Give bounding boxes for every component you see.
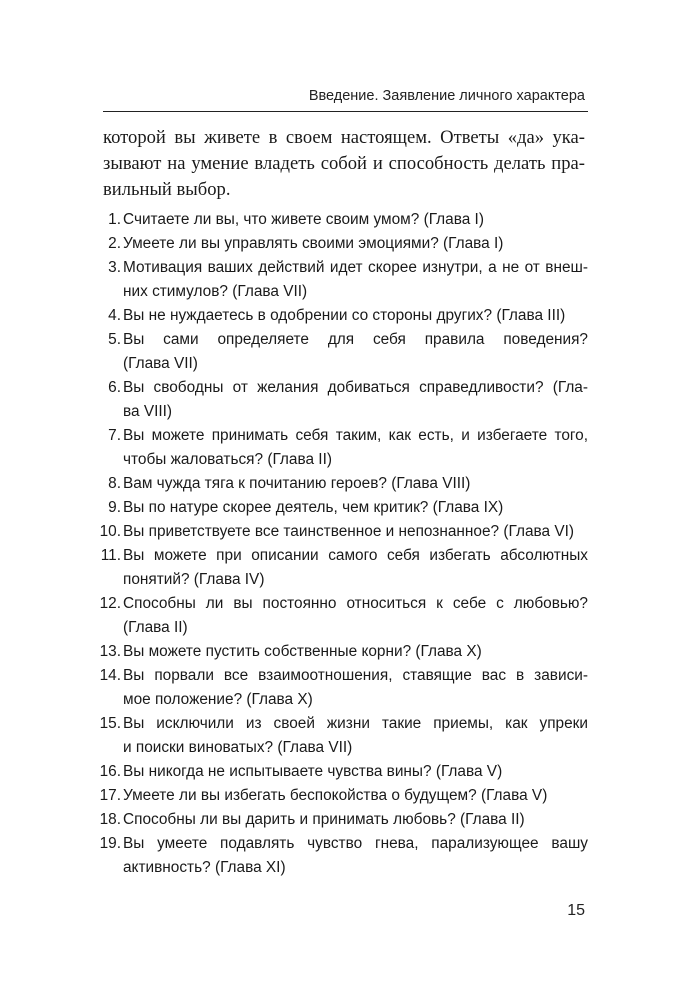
question-text-line: Вам чужда тяга к почитанию героев? (Глава VIII) — [123, 475, 471, 492]
question-text-line: Вы можете принимать себя таким, как есть, и избегаете того, — [123, 427, 588, 444]
question-number: 18. — [99, 811, 121, 828]
question-number: 19. — [99, 835, 121, 852]
question-list — [99, 208, 588, 880]
question-number: 17. — [99, 787, 121, 804]
question-item — [99, 712, 588, 760]
question-number: 5. — [108, 331, 121, 348]
question-text-line: Вы сами определяете для себя правила поведения? — [123, 331, 588, 348]
question-text-line: активность? (Глава XI) — [123, 859, 286, 876]
question-item — [99, 664, 588, 712]
question-text-line: Способны ли вы постоянно относиться к себе с любовью? — [123, 595, 588, 612]
question-item — [100, 544, 588, 592]
question-text-line: Считаете ли вы, что живете своим умом? (Глава I) — [123, 211, 484, 228]
intro-line: вильный выбор. — [103, 179, 231, 200]
question-item — [103, 208, 588, 232]
question-text-line: Мотивация ваших действий идет скорее изнутри, а не от внеш- — [123, 259, 588, 276]
intro-line: зывают на умение владеть собой и способность делать пра- — [103, 153, 585, 174]
question-text-line: Вы свободны от желания добиваться справедливости? (Гла- — [123, 379, 588, 396]
question-item — [103, 256, 588, 304]
question-number: 7. — [108, 427, 121, 444]
question-text-line: понятий? (Глава IV) — [123, 571, 265, 588]
question-item — [103, 424, 588, 472]
question-item — [99, 640, 588, 664]
intro-line: которой вы живете в своем настоящем. Ответы «да» ука- — [103, 127, 585, 148]
question-text-line: Умеете ли вы управлять своими эмоциями? (Глава I) — [123, 235, 504, 252]
question-text-line: ва VIII) — [123, 403, 173, 420]
question-item — [99, 760, 588, 784]
intro-paragraph — [103, 125, 585, 203]
question-item — [99, 808, 588, 832]
question-number: 9. — [108, 499, 121, 516]
question-text-line: Вы приветствуете все таинственное и непознанное? (Глава VI) — [123, 523, 575, 540]
question-text-line: Умеете ли вы избегать беспокойства о будущем? (Глава V) — [123, 787, 548, 804]
question-text-line: и поиски виноватых? (Глава VII) — [123, 739, 353, 756]
question-item — [103, 304, 588, 328]
question-text-line: них стимулов? (Глава VII) — [123, 283, 308, 300]
question-item — [99, 520, 588, 544]
question-number: 8. — [108, 475, 121, 492]
header-divider — [103, 111, 588, 112]
question-text-line: (Глава II) — [123, 619, 188, 636]
question-number: 14. — [99, 667, 121, 684]
question-number: 13. — [99, 643, 121, 660]
question-text-line: мое положение? (Глава X) — [123, 691, 313, 708]
question-text-line: Вы никогда не испытываете чувства вины? (Глава V) — [123, 763, 503, 780]
question-number: 6. — [108, 379, 121, 396]
question-item — [99, 784, 588, 808]
question-number: 1. — [108, 211, 121, 228]
question-item — [103, 376, 588, 424]
page-number: 15 — [567, 902, 585, 919]
question-number: 16. — [99, 763, 121, 780]
question-text-line: Вы можете пустить собственные корни? (Глава X) — [123, 643, 482, 660]
running-head-title: Введение. Заявление личного характера — [308, 88, 585, 104]
question-number: 11. — [100, 547, 121, 564]
question-item — [103, 496, 588, 520]
question-item — [103, 328, 588, 376]
question-text-line: Вы порвали все взаимоотношения, ставящие вас в зависи- — [123, 667, 588, 684]
question-item — [103, 232, 588, 256]
question-number: 15. — [99, 715, 121, 732]
question-text-line: Вы не нуждаетесь в одобрении со стороны других? (Глава III) — [123, 307, 566, 324]
question-number: 12. — [99, 595, 121, 612]
question-text-line: Вы можете при описании самого себя избегать абсолютных — [123, 547, 588, 564]
question-number: 4. — [108, 307, 121, 324]
question-text-line: (Глава VII) — [123, 355, 198, 372]
question-text-line: Вы исключили из своей жизни такие приемы, как упреки — [123, 715, 588, 732]
question-number: 3. — [108, 259, 121, 276]
question-text-line: чтобы жаловаться? (Глава II) — [123, 451, 332, 468]
question-number: 10. — [99, 523, 121, 540]
question-text-line: Способны ли вы дарить и принимать любовь? (Глава II) — [123, 811, 525, 828]
question-item — [103, 472, 588, 496]
question-number: 2. — [108, 235, 121, 252]
question-text-line: Вы по натуре скорее деятель, чем критик? (Глава IX) — [123, 499, 504, 516]
question-item — [99, 592, 588, 640]
question-text-line: Вы умеете подавлять чувство гнева, парализующее вашу — [123, 835, 588, 852]
question-item — [99, 832, 588, 880]
